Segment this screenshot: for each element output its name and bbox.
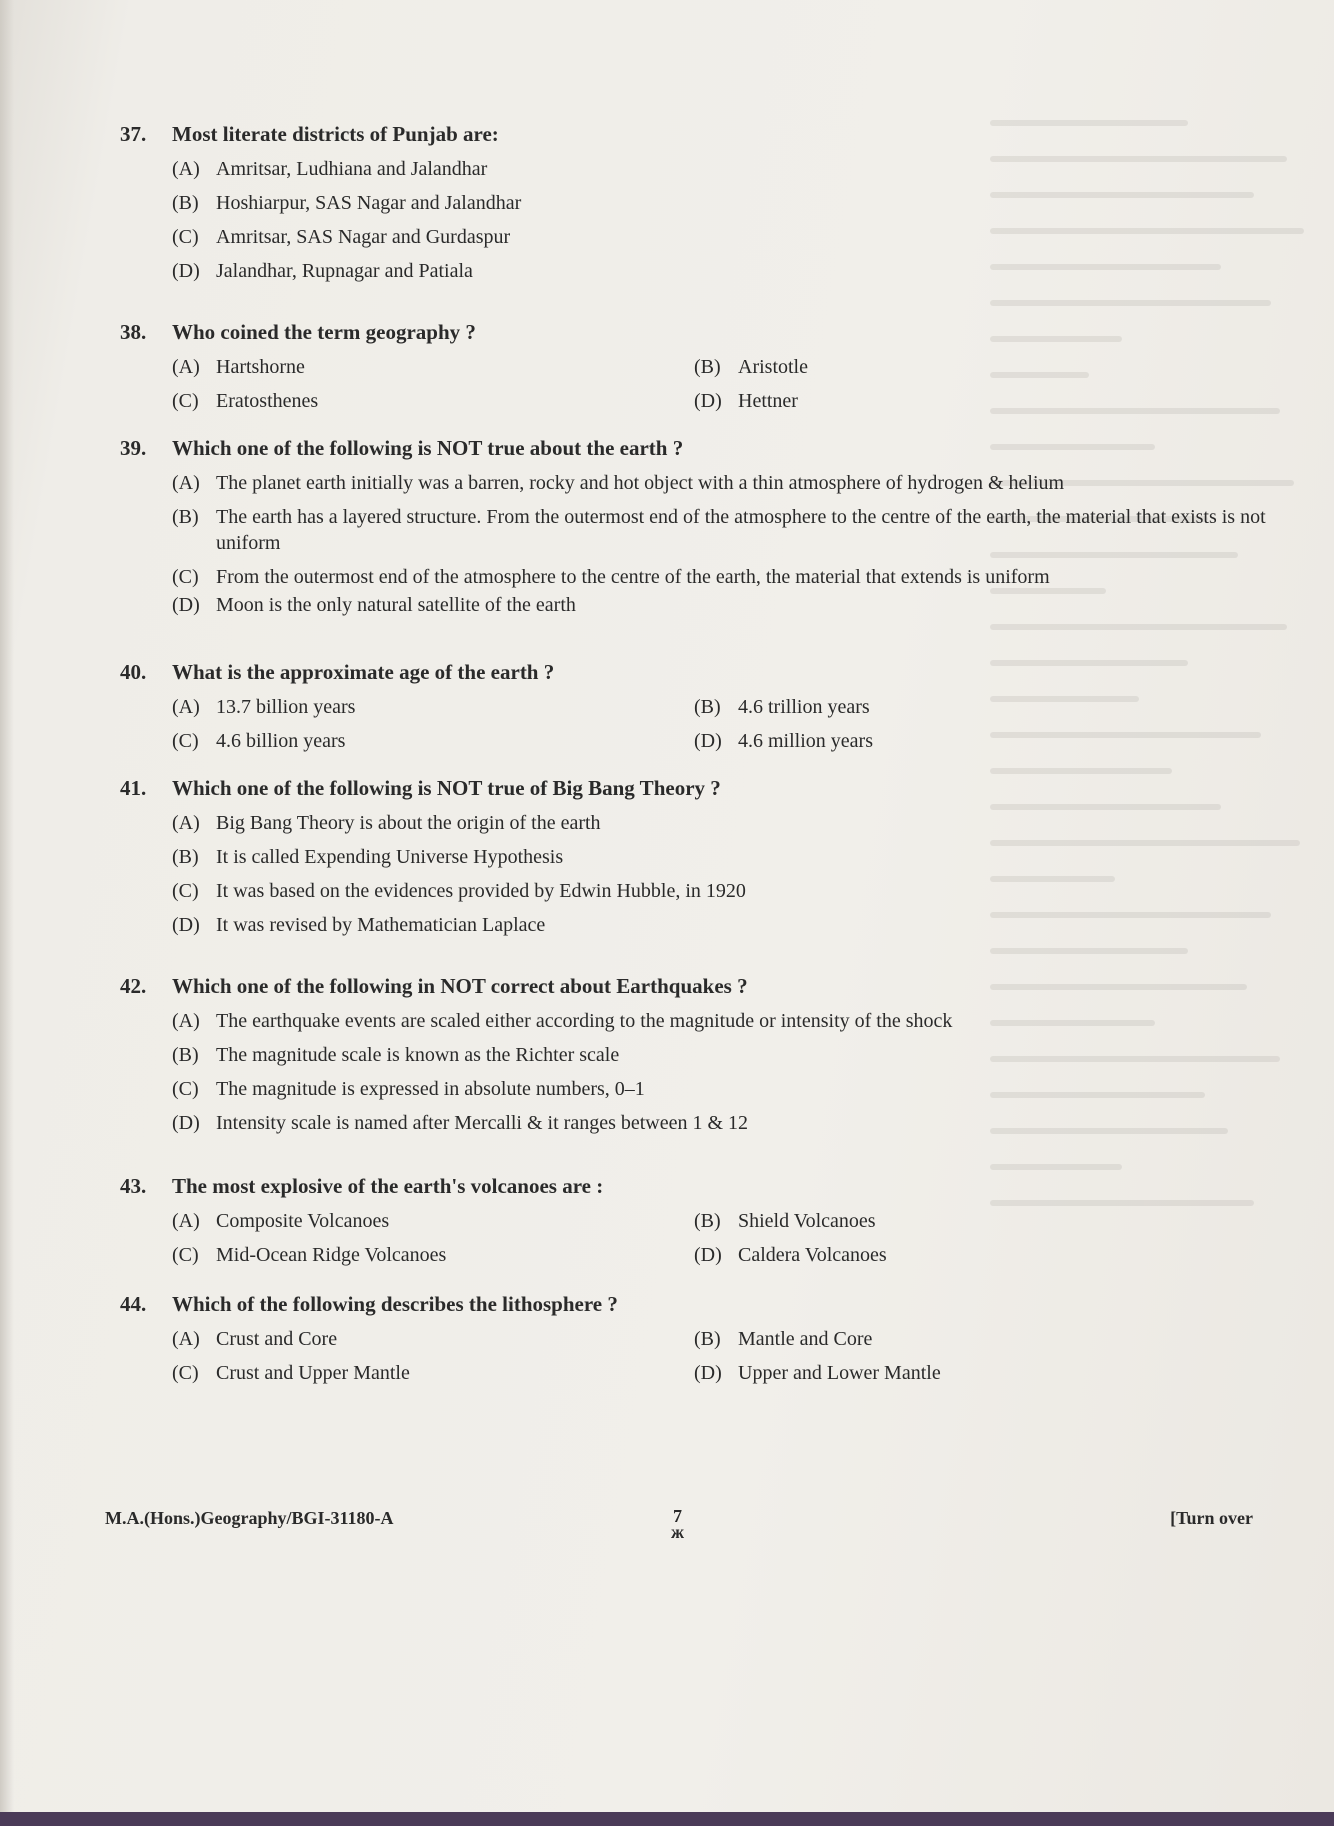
option-d: (D) It was revised by Mathematician Laplace <box>172 914 546 936</box>
option-c: (C) It was based on the evidences provided by Edwin Hubble, in 1920 <box>172 880 746 902</box>
option-a: (A) The earthquake events are scaled either according to the magnitude or intensity of the shock <box>172 1010 953 1032</box>
paper-code: M.A.(Hons.)Geography/BGI-31180-A <box>105 1508 394 1528</box>
question-37 <box>120 120 1270 284</box>
option-b: (B) Hoshiarpur, SAS Nagar and Jalandhar <box>172 192 522 214</box>
option-b: (B) It is called Expending Universe Hypothesis <box>172 846 564 868</box>
option-c: (C) Mid-Ocean Ridge Volcanoes <box>172 1244 447 1266</box>
option-a: (A) Crust and Core <box>172 1328 338 1350</box>
option-a: (A) Amritsar, Ludhiana and Jalandhar <box>172 158 488 180</box>
option-c: (C) Amritsar, SAS Nagar and Gurdaspur <box>172 226 511 248</box>
option-d: (D) Hettner <box>694 390 798 412</box>
question-text: Which one of the following in NOT correct about Earthquakes ? <box>172 974 748 998</box>
option-c: (C) Crust and Upper Mantle <box>172 1362 410 1384</box>
question-number: 39. <box>120 436 147 460</box>
option-b: (B) The earth has a layered structure. From the outermost end of the atmosphere to the centre of the earth, the material that exists is not uniform <box>172 506 1266 554</box>
option-d: (D) Intensity scale is named after Mercalli & it ranges between 1 & 12 <box>172 1112 749 1134</box>
question-43 <box>120 1172 1270 1268</box>
question-number: 42. <box>120 974 147 998</box>
question-number: 43. <box>120 1174 147 1198</box>
option-d: (D) 4.6 million years <box>694 730 873 752</box>
option-c: (C) Eratosthenes <box>172 390 319 412</box>
question-number: 37. <box>120 122 147 146</box>
question-text: Which of the following describes the lithosphere ? <box>172 1292 618 1316</box>
question-number: 38. <box>120 320 147 344</box>
question-39 <box>120 434 1270 618</box>
option-d: (D) Moon is the only natural satellite of the earth <box>172 594 576 616</box>
option-a: (A) Hartshorne <box>172 356 305 378</box>
question-38 <box>120 318 1270 414</box>
option-a: (A) Big Bang Theory is about the origin of the earth <box>172 812 601 834</box>
question-text: Who coined the term geography ? <box>172 320 476 344</box>
question-42 <box>120 972 1270 1136</box>
option-d: (D) Jalandhar, Rupnagar and Patiala <box>172 260 473 282</box>
option-c: (C) From the outermost end of the atmosphere to the centre of the earth, the material that extends is uniform <box>172 566 1050 588</box>
option-b: (B) The magnitude scale is known as the Richter scale <box>172 1044 620 1066</box>
question-text: Most literate districts of Punjab are: <box>172 122 499 146</box>
option-a: (A) 13.7 billion years <box>172 696 356 718</box>
question-text: Which one of the following is NOT true of Big Bang Theory ? <box>172 776 721 800</box>
turn-over-label: [Turn over <box>1170 1508 1253 1528</box>
question-text: Which one of the following is NOT true about the earth ? <box>172 436 684 460</box>
page-number-block <box>671 1508 684 1540</box>
question-number: 41. <box>120 776 147 800</box>
option-b: (B) 4.6 trillion years <box>694 696 870 718</box>
option-b: (B) Aristotle <box>694 356 808 378</box>
option-a: (A) The planet earth initially was a barren, rocky and hot object with a thin atmosphere of hydrogen & helium <box>172 472 1065 494</box>
question-text: The most explosive of the earth's volcanoes are : <box>172 1174 604 1198</box>
option-c: (C) 4.6 billion years <box>172 730 346 752</box>
page-shadow-edge <box>0 0 14 1826</box>
page-mark: ж <box>671 1522 685 1542</box>
scan-bottom-edge <box>0 1812 1334 1826</box>
question-40 <box>120 658 1270 754</box>
option-b: (B) Shield Volcanoes <box>694 1210 876 1232</box>
question-44 <box>120 1290 1270 1386</box>
option-d: (D) Upper and Lower Mantle <box>694 1362 941 1384</box>
question-41 <box>120 774 1270 938</box>
page-number: 7 <box>673 1506 683 1526</box>
question-text: What is the approximate age of the earth ? <box>172 660 555 684</box>
option-d: (D) Caldera Volcanoes <box>694 1244 887 1266</box>
question-number: 40. <box>120 660 147 684</box>
option-a: (A) Composite Volcanoes <box>172 1210 390 1232</box>
option-b: (B) Mantle and Core <box>694 1328 873 1350</box>
option-c: (C) The magnitude is expressed in absolute numbers, 0–1 <box>172 1078 645 1100</box>
question-number: 44. <box>120 1292 147 1316</box>
